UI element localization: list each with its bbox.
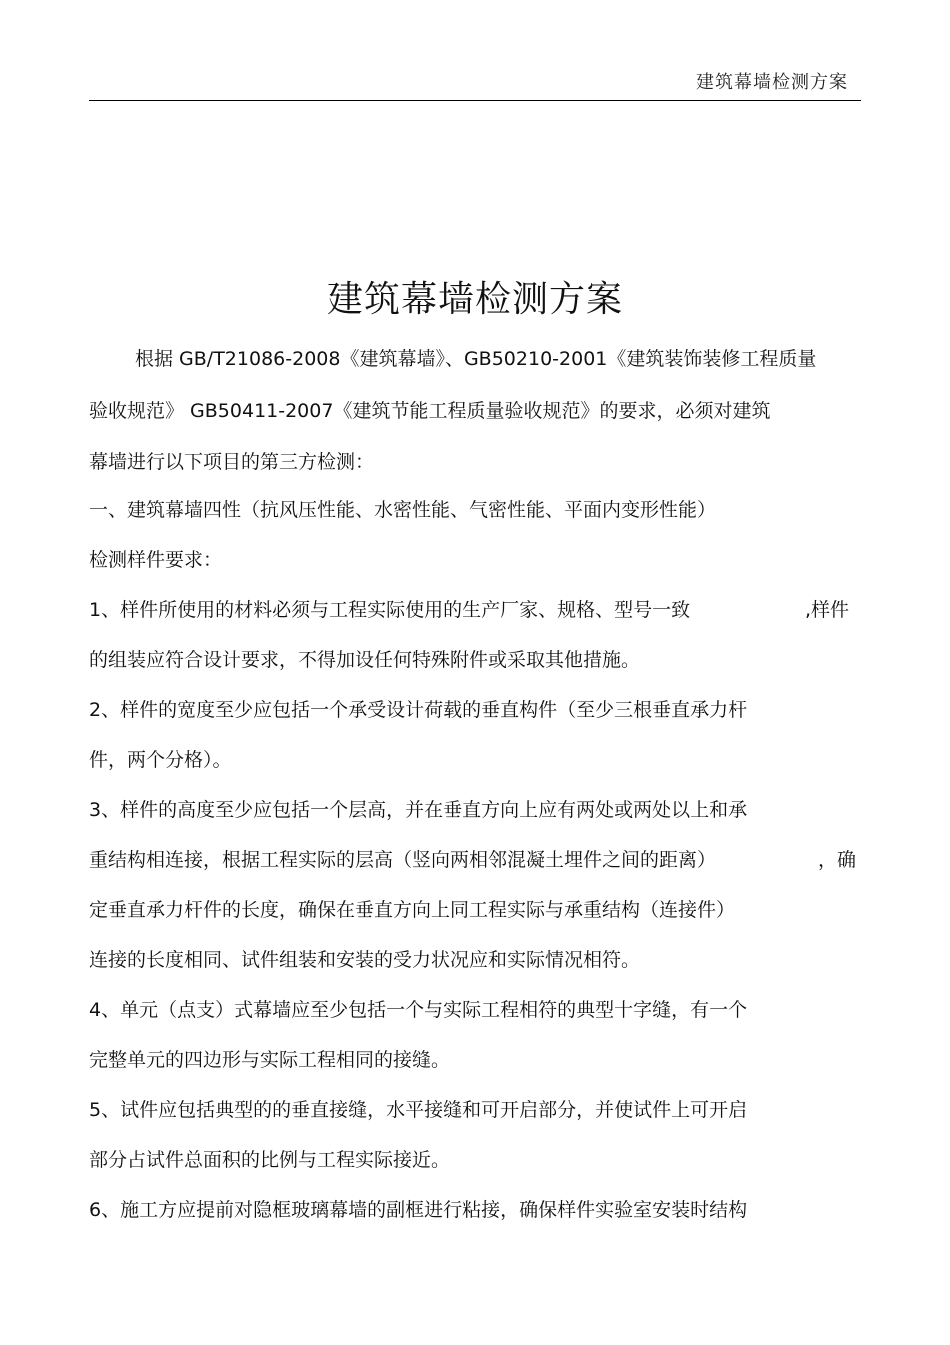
paragraph-line-2: 验收规范》 GB50411-2007《建筑节能工程质量验收规范》的要求，必须对建筑: [89, 400, 771, 422]
requirement-1-text: 1、样件所使用的材料必须与工程实际使用的生产厂家、规格、型号一致: [89, 599, 691, 621]
requirement-1-line-2: 的组装应符合设计要求，不得加设任何特殊附件或采取其他措施。: [89, 649, 641, 671]
requirement-5-line-2: 部分占试件总面积的比例与工程实际接近。: [89, 1149, 451, 1171]
requirement-6-line-1: 6、施工方应提前对隐框玻璃幕墙的副框进行粘接，确保样件实验室安装时结构: [89, 1199, 748, 1221]
paragraph-line-3: 幕墙进行以下项目的第三方检测：: [89, 451, 375, 473]
paragraph-line-1: 根据 GB/T21086-2008《建筑幕墙》、GB50210-2001《建筑装饰装修工程质量: [135, 348, 817, 370]
section-heading-four-properties: 一、建筑幕墙四性（抗风压性能、水密性能、气密性能、平面内变形性能）: [89, 499, 717, 521]
requirement-3-line-4: 连接的长度相同、试件组装和安装的受力状况应和实际情况相符。: [89, 949, 641, 971]
requirement-2-line-2: 件，两个分格）。: [89, 749, 232, 771]
requirement-1-line-1-tail: ,样件: [805, 599, 850, 621]
requirement-3-line-3: 定垂直承力杆件的长度，确保在垂直方向上同工程实际与承重结构（连接件）: [89, 899, 736, 921]
requirement-4-line-2: 完整单元的四边形与实际工程相同的接缝。: [89, 1049, 451, 1071]
requirement-4-line-1: 4、单元（点支）式幕墙应至少包括一个与实际工程相符的典型十字缝，有一个: [89, 999, 748, 1021]
running-header-title: 建筑幕墙检测方案: [696, 72, 848, 93]
requirement-3-line-2-tail: ，确: [818, 849, 857, 871]
requirement-1-line-1: [89, 596, 690, 624]
requirement-3-line-2: 重结构相连接，根据工程实际的层高（竖向两相邻混凝土埋件之间的距离）: [89, 849, 717, 871]
requirement-2-line-1: 2、样件的宽度至少应包括一个承受设计荷载的垂直构件（至少三根垂直承力杆: [89, 699, 748, 721]
sample-requirements-heading: 检测样件要求：: [89, 549, 223, 571]
requirement-5-line-1: 5、试件应包括典型的的垂直接缝，水平接缝和可开启部分，并使试件上可开启: [89, 1099, 748, 1121]
header-divider: [89, 100, 861, 101]
document-title: 建筑幕墙检测方案: [326, 279, 623, 320]
requirement-3-line-1: 3、样件的高度至少应包括一个层高，并在垂直方向上应有两处或两处以上和承: [89, 799, 748, 821]
